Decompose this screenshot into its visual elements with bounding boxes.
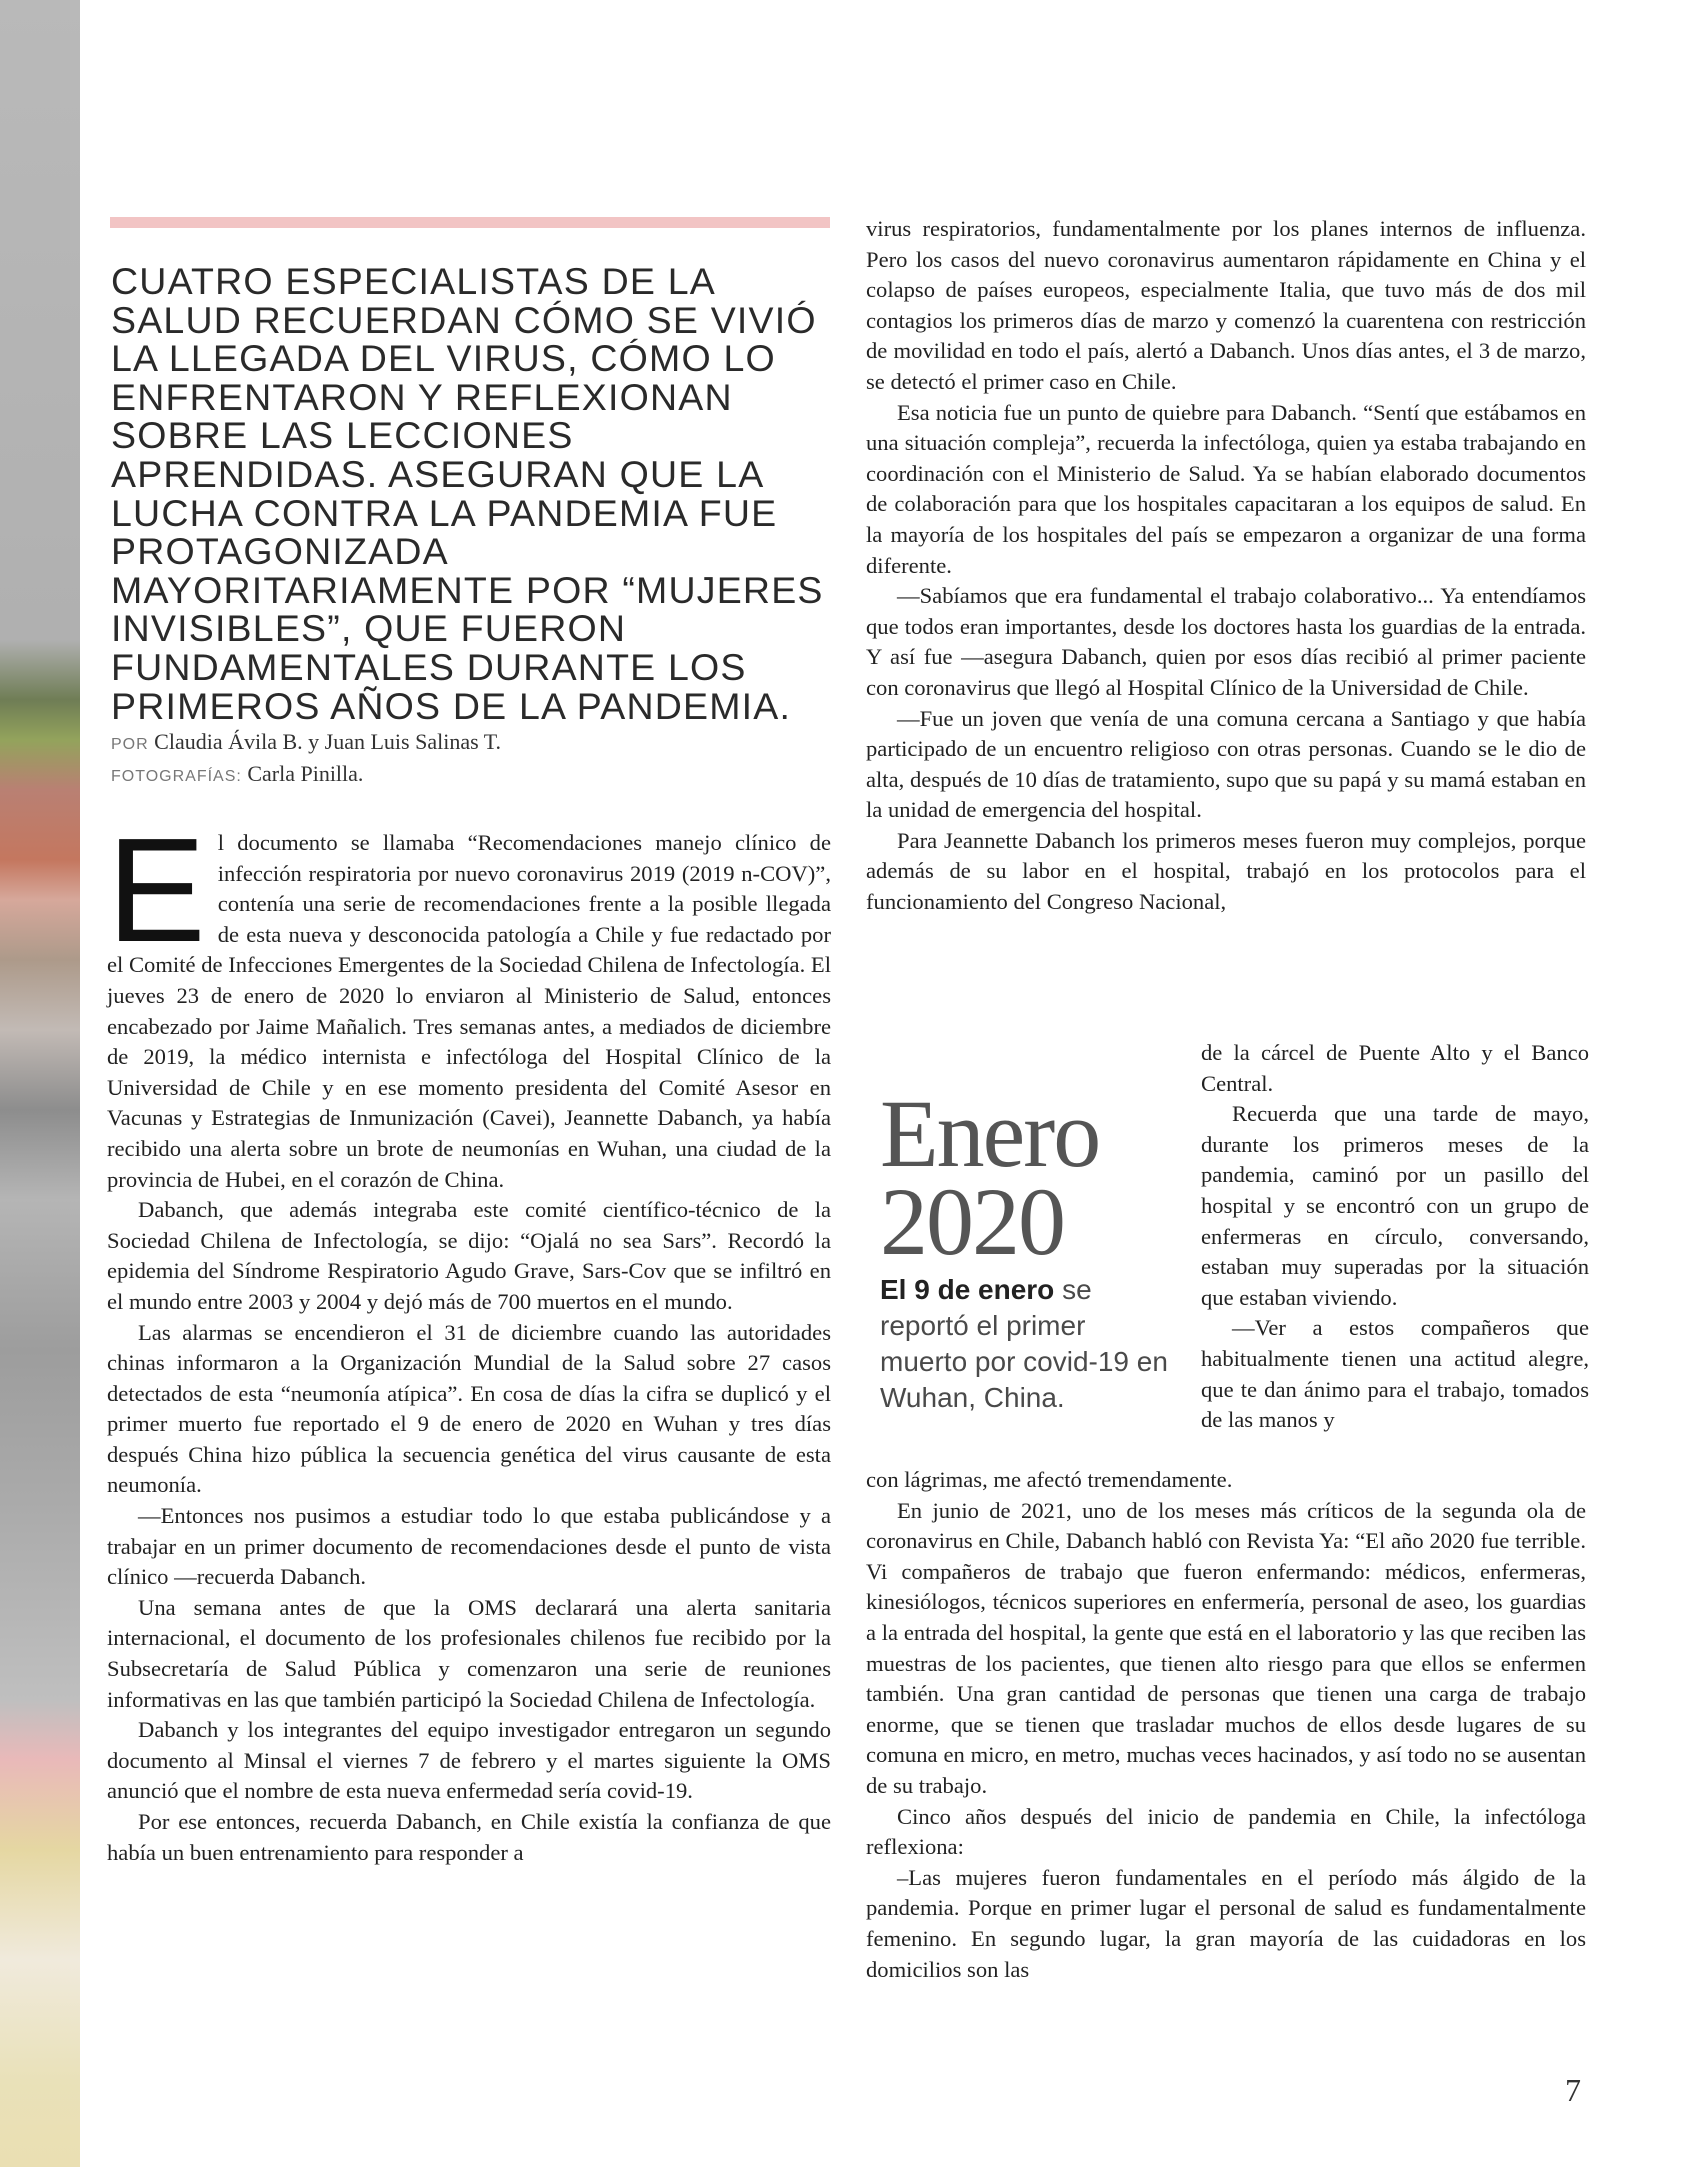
authors-names: Claudia Ávila B. y Juan Luis Salinas T. (154, 729, 502, 754)
photo-edge-strip (0, 0, 80, 2167)
photos-credit (111, 760, 831, 791)
authors-credit (111, 728, 831, 759)
callout-note-bold: El 9 de enero (880, 1274, 1055, 1305)
paragraph: Por ese entonces, recuerda Dabanch, en Chile existía la confianza de que había un buen entrenamiento para responder a (107, 1809, 831, 1865)
paragraph: Dabanch, que además integraba este comité científico-técnico de la Sociedad Chilena de Infectología, se dijo: “Ojalá no sea Sars”. Recordó la epidemia del Síndrome Respiratorio Agudo Grave, Sars-Cov que se infiltró en el mundo entre 2003 y 2004 y dejó más de 700 muertos en el mundo. (107, 1197, 831, 1314)
paragraph: —Entonces nos pusimos a estudiar todo lo que estaba publicándose y a trabajar en un primer documento de recomendaciones desde el punto de vista clínico —recuerda Dabanch. (107, 1503, 831, 1590)
paragraph: Una semana antes de que la OMS declarará una alerta sanitaria internacional, el documento de los profesionales chilenos fue recibido por la Subsecretaría de Salud Pública y comenzaron una serie de reuniones informativas en las que también participó la Sociedad Chilena de Infectología. (107, 1594, 831, 1712)
callout-date (880, 1080, 1180, 1275)
callout-note-text: se reportó el primer muerto por covid-19 en Wuhan, China. (880, 1274, 1168, 1413)
photos-names: Carla Pinilla. (247, 761, 364, 786)
right-column-continued (866, 1465, 1586, 1985)
paragraph: El documento se llamaba “Recomendaciones manejo clínico de infección respiratoria por nuevo coronavirus 2019 (2019 n-COV)”, contenía una serie de recomendaciones frente a la posible llegada de esta nueva y desconocida patología a Chile y fue redactado por el Comité de Infecciones Emergentes de la Sociedad Chilena de Infectología. El jueves 23 de enero de 2020 lo enviaron al Ministerio de Salud, entonces encabezado por Jaime Mañalich. Tres semanas antes, a mediados de diciembre de 2019, la médico internista e infectóloga del Hospital Clínico de la Universidad de Chile y en ese momento presidenta del Comité Asesor en Vacunas y Estrategias de Inmunización (Cavei), Jeannette Dabanch, ya había recibido una alerta sobre un brote de neumonías en Wuhan, una ciudad de la provincia de Hubei, en el corazón de China. (107, 808, 831, 1192)
paragraph: Recuerda que una tarde de mayo, durante los primeros meses de la pandemia, caminó por un pasillo del hospital y se encontró con un grupo de enfermeras en círculo, conversando, estaban muy superadas por la situación que estaban viviendo. (1201, 1101, 1589, 1310)
paragraph: de la cárcel de Puente Alto y el Banco Central. (1201, 1040, 1589, 1096)
drop-cap: E (107, 808, 206, 973)
paragraph: En junio de 2021, uno de los meses más críticos de la segunda ola de coronavirus en Chile, Dabanch habló con Revista Ya: “El año 2020 fue terrible. Vi compañeros de trabajo que fueron enfermando: médicos, enfermeras, kinesiólogos, técnicos superiores en enfermería, personal de aseo, los guardias a la entrada del hospital, la gente que está en el laboratorio y las que reciben las muestras de los pacientes, que tienen alto riesgo para que ellos se enfermen también. Una gran cantidad de personas que tienen una carga de trabajo enorme, que se tienen que trasladar muchos de ellos desde lugares de su comuna en micro, en metro, muchas veces hacinados, y así todo no se ausentan de su trabajo. (866, 1497, 1586, 1798)
callout-note (880, 1272, 1180, 1416)
callout-year: 2020 (880, 1168, 1064, 1275)
wrapped-text (1201, 1038, 1589, 1436)
paragraph: Dabanch y los integrantes del equipo investigador entregaron un segundo documento al Minsal el viernes 7 de febrero y el martes siguiente la OMS anunció que el nombre de esta nueva enfermedad sería covid-19. (107, 1717, 831, 1804)
paragraph: Las alarmas se encendieron el 31 de diciembre cuando las autoridades chinas informaron a la Organización Mundial de la Salud sobre 27 casos detectados de esta “neumonía atípica”. En cosa de días la cifra se duplicó y el primer muerto fue reportado el 9 de enero de 2020 en Wuhan y tres días después China hizo pública la secuencia genética del virus causante de esta neumonía. (107, 1319, 831, 1498)
right-column (866, 214, 1586, 918)
paragraph: —Ver a estos compañeros que habitualmente tienen una actitud alegre, que te dan ánimo para el trabajo, tomados de las manos y (1201, 1315, 1589, 1433)
authors-label: POR (111, 736, 149, 753)
paragraph: –Las mujeres fueron fundamentales en el período más álgido de la pandemia. Porque en primer lugar el personal de salud es fundamentalmente femenino. En segundo lugar, la gran mayoría de las cuidadoras en los domicilios son las (866, 1864, 1586, 1982)
date-callout (880, 1080, 1180, 1416)
paragraph: Cinco años después del inicio de pandemia en Chile, la infectóloga reflexiona: (866, 1803, 1586, 1860)
photos-label: FOTOGRAFÍAS: (111, 768, 242, 785)
article-deck: CUATRO ESPECIALISTAS DE LA SALUD RECUERDAN CÓMO SE VIVIÓ LA LLEGADA DEL VIRUS, CÓMO LO ENFRENTARON Y REFLEXIONAN SOBRE LAS LECCIONES APRENDIDAS. ASEGURAN QUE LA LUCHA CONTRA LA PANDEMIA FUE PROTAGONIZADA MAYORITARIAMENTE POR “MUJERES INVISIBLES”, QUE FUERON FUNDAMENTALES DURANTE LOS PRIMEROS AÑOS DE LA PANDEMIA. (111, 260, 824, 727)
header-rule (110, 217, 830, 228)
paragraph: con lágrimas, me afectó tremendamente. (866, 1467, 1233, 1492)
left-column (107, 808, 831, 1868)
paragraph: —Fue un joven que venía de una comuna cercana a Santiago y que había participado de un encuentro religioso con otras personas. Cuando se le dio de alta, después de 10 días de tratamiento, supo que su papá y su mamá estaban en la unidad de emergencia del hospital. (866, 705, 1586, 823)
paragraph: virus respiratorios, fundamentalmente por los planes internos de influenza. Pero los casos del nuevo coronavirus aumentaron rápidamente en China y el colapso de países europeos, especialmente Italia, que tuvo más de dos mil contagios los primeros días de marzo y comenzó la cuarentena con restricción de movilidad en todo el país, alertó a Dabanch. Unos días antes, el 3 de marzo, se detectó el primer caso en Chile. (866, 216, 1586, 394)
callout-month: Enero (880, 1080, 1100, 1187)
paragraph: Esa noticia fue un punto de quiebre para Dabanch. “Sentí que estábamos en una situación compleja”, recuerda la infectóloga, quien ya estaba trabajando en coordinación con el Ministerio de Salud. Ya se habían elaborado documentos de colaboración para que los hospitales capacitaran a los equipos de salud. En la mayoría de los hospitales del país se empezaron a organizar de una forma diferente. (866, 399, 1586, 578)
page-number: 7 (1565, 2072, 1581, 2108)
paragraph: Para Jeannette Dabanch los primeros meses fueron muy complejos, porque además de su labor en el hospital, trabajó en los protocolos para el funcionamiento del Congreso Nacional, (866, 827, 1586, 915)
paragraph: —Sabíamos que era fundamental el trabajo colaborativo... Ya entendíamos que todos eran importantes, desde los doctores hasta los guardias de la entrada. Y así fue —asegura Dabanch, quien por esos días recibió al primer paciente con coronavirus que llegó al Hospital Clínico de la Universidad de Chile. (866, 583, 1586, 700)
